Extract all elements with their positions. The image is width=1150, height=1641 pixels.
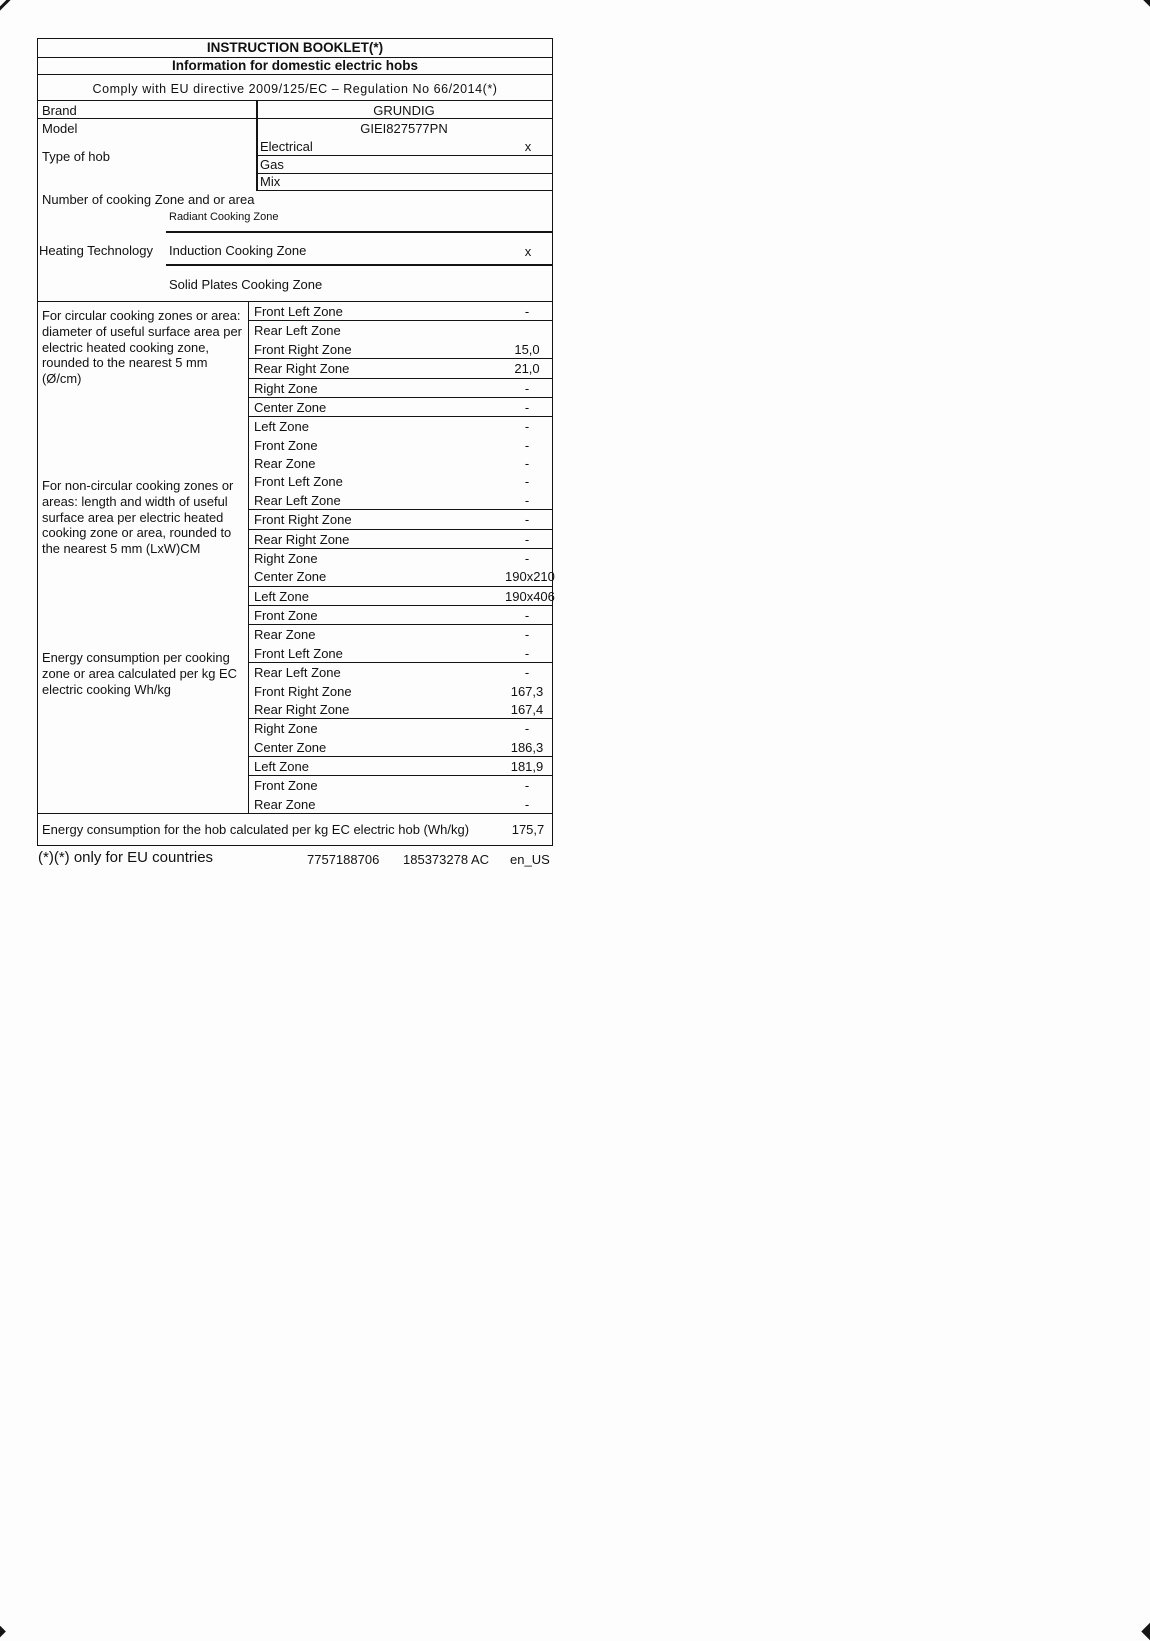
hob-type-row-gas	[256, 157, 552, 175]
zone-row-label: Rear Right Zone	[254, 531, 350, 547]
zone-row	[249, 719, 552, 737]
zone-row	[249, 700, 552, 719]
zone-row-label: Rear Zone	[254, 627, 316, 643]
zone-row-value: -	[524, 796, 530, 812]
zone-row	[249, 567, 555, 586]
document-number: 7757188706	[307, 852, 380, 867]
scan-corner-mark	[0, 0, 14, 12]
hob-type-row-electrical	[256, 139, 552, 156]
zone-row-value: 186,3	[510, 739, 544, 755]
zones-count-label: Number of cooking Zone and or area	[42, 192, 255, 207]
zone-row-label: Right Zone	[254, 380, 318, 396]
zone-row-label: Rear Left Zone	[254, 492, 341, 508]
language-code: en_US	[510, 852, 550, 867]
hob-type-option-label: Mix	[260, 174, 281, 189]
product-fiche-table	[37, 38, 553, 846]
zone-row	[249, 472, 552, 490]
table-line	[256, 101, 258, 191]
hob-type-option-label: Gas	[260, 156, 284, 172]
zone-row-value: 181,9	[510, 759, 544, 774]
scan-corner-mark	[1141, 1622, 1150, 1640]
reference-number: 185373278 AC	[403, 852, 490, 867]
hob-type-option-mark: x	[524, 139, 532, 154]
zone-row	[249, 663, 552, 681]
zone-row	[249, 340, 552, 359]
heating-option-induction: Induction Cooking Zone	[169, 243, 307, 258]
non-circular-zones-section-label: For non-circular cooking zones or areas: length and width of useful surface area per electric heated cooking zone or area, rounded to the nearest 5 mm (LxW)CM	[42, 478, 234, 557]
zone-row-label: Center Zone	[254, 399, 327, 415]
zone-row-label: Right Zone	[254, 721, 318, 737]
zone-row-value: -	[524, 456, 530, 471]
brand-row	[38, 101, 552, 119]
zone-row-label: Rear Left Zone	[254, 665, 341, 681]
circular-zones-section-label: For circular cooking zones or area: diameter of useful surface area per electric heated cooking zone, rounded to the nearest 5 mm (Ø/cm)	[42, 308, 242, 387]
zone-row-label: Rear Zone	[254, 796, 316, 812]
zone-row-value: -	[524, 721, 530, 737]
zone-row-label: Rear Left Zone	[254, 323, 341, 339]
zone-row	[249, 738, 552, 757]
zone-row	[249, 644, 552, 663]
zone-row-value: 21,0	[514, 361, 540, 377]
zone-row	[249, 510, 552, 529]
zone-row-value: 190x406	[505, 588, 555, 604]
model-label: Model	[42, 121, 78, 136]
zone-row	[249, 454, 552, 472]
zone-row	[249, 795, 552, 813]
model-value: GIEI827577PN	[360, 121, 448, 136]
zone-row-label: Front Zone	[254, 437, 318, 453]
heating-option-radiant: Radiant Cooking Zone	[169, 211, 279, 223]
zone-row-value: -	[524, 778, 530, 794]
zone-row	[249, 417, 552, 435]
zone-row-label: Front Left Zone	[254, 304, 343, 319]
document-subtitle: Information for domestic electric hobs	[38, 58, 552, 75]
energy-per-zone-section-label: Energy consumption per cooking zone or area calculated per kg EC electric cooking Wh/kg	[42, 650, 237, 697]
hob-type-option-label: Electrical	[260, 139, 313, 154]
zone-row-value: -	[524, 531, 530, 547]
zone-row-value: -	[524, 608, 530, 623]
document-title: INSTRUCTION BOOKLET(*)	[38, 39, 552, 58]
zone-row-value: -	[524, 474, 530, 490]
zone-row-value: -	[524, 645, 530, 661]
zone-row-label: Front Zone	[254, 608, 318, 623]
zone-row-value: -	[524, 492, 530, 508]
zone-row	[249, 625, 552, 643]
zone-row-label: Front Zone	[254, 778, 318, 794]
zone-row	[249, 379, 552, 398]
zone-row-label: Front Left Zone	[254, 645, 343, 661]
zone-row-label: Front Right Zone	[254, 341, 352, 357]
zone-row-label: Front Right Zone	[254, 512, 352, 528]
heating-option-mark: x	[524, 244, 532, 259]
eu-countries-note: (*)(*) only for EU countries	[38, 849, 214, 866]
zone-row	[249, 530, 552, 549]
zone-row	[249, 436, 552, 454]
brand-label: Brand	[42, 103, 77, 118]
zone-row	[249, 776, 552, 794]
zone-row-value: -	[524, 512, 530, 528]
zone-row-label: Rear Right Zone	[254, 701, 350, 717]
zone-row-value: -	[524, 419, 530, 435]
zone-row-label: Left Zone	[254, 419, 309, 435]
zone-row-value: -	[524, 665, 530, 681]
heating-option-solid-plates: Solid Plates Cooking Zone	[169, 277, 323, 292]
zone-row-value: -	[524, 627, 530, 643]
table-line	[166, 264, 552, 266]
zone-row	[249, 606, 552, 625]
zone-row	[249, 359, 552, 378]
cooking-zones-area	[38, 301, 555, 813]
zone-row-value: -	[524, 380, 530, 396]
zone-row-label: Center Zone	[254, 569, 327, 585]
zone-row-label: Center Zone	[254, 739, 327, 755]
zone-row-value: 167,4	[510, 701, 544, 717]
zone-row-value: -	[524, 304, 530, 319]
zone-row	[249, 398, 552, 417]
zone-row-value: 190x210	[505, 569, 555, 585]
zone-row	[249, 682, 552, 700]
zone-row-value: -	[524, 550, 530, 566]
type-of-hob-label: Type of hob	[42, 149, 110, 164]
zone-row	[249, 587, 555, 606]
zone-rows	[248, 302, 555, 813]
zone-row	[249, 491, 552, 510]
scan-corner-mark	[0, 1625, 6, 1638]
hob-type-row-mix	[256, 174, 552, 191]
zone-row-label: Rear Zone	[254, 456, 316, 471]
zone-row-label: Front Right Zone	[254, 683, 352, 699]
compliance-statement: Comply with EU directive 2009/125/EC – Regulation No 66/2014(*)	[38, 75, 552, 101]
hob-energy-total-label: Energy consumption for the hob calculated per kg EC electric hob (Wh/kg)	[42, 822, 470, 837]
zone-row-label: Rear Right Zone	[254, 361, 350, 377]
zone-row	[249, 302, 552, 321]
zone-row-label: Left Zone	[254, 588, 309, 604]
heating-technology-label: Heating Technology	[39, 243, 153, 258]
zone-row-value: -	[524, 437, 530, 453]
table-line	[166, 231, 552, 233]
scan-corner-mark	[1143, 0, 1150, 7]
zone-row-value: 167,3	[510, 683, 544, 699]
zone-row-label: Front Left Zone	[254, 474, 343, 490]
zone-row-value: -	[524, 399, 530, 415]
model-row	[38, 119, 552, 140]
zone-row	[249, 549, 552, 567]
zone-row	[249, 757, 552, 776]
zone-row-label: Left Zone	[254, 759, 309, 774]
zone-row-value: 15,0	[514, 341, 540, 357]
zone-row	[249, 321, 552, 339]
hob-energy-total-row	[38, 813, 552, 847]
hob-energy-total-value: 175,7	[511, 822, 545, 837]
brand-value: GRUNDIG	[373, 103, 435, 118]
zone-row-label: Right Zone	[254, 550, 318, 566]
